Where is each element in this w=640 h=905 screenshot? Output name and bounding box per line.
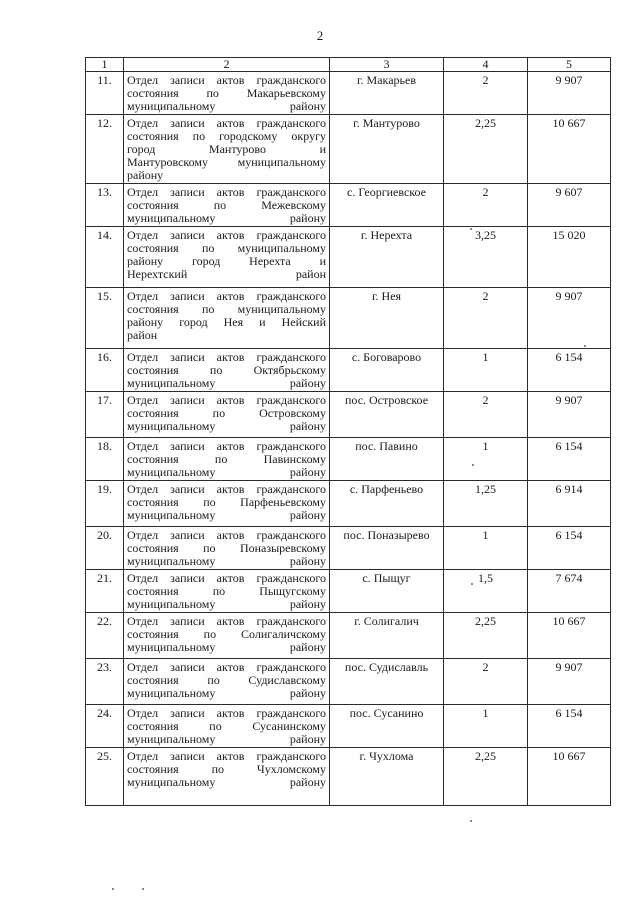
office-name-line: состояния по городскому округу	[127, 129, 326, 143]
office-name-line: муниципальному району	[127, 775, 326, 789]
office-name-line: Отдел записи актов гражданского	[127, 228, 326, 242]
office-location: с. Боговарово	[330, 349, 444, 392]
office-name-line: Отдел записи актов гражданского	[127, 393, 326, 407]
staff-units: 1	[444, 527, 528, 570]
table-row	[86, 527, 611, 570]
row-number: 17.	[86, 392, 124, 438]
table-row	[86, 115, 611, 184]
office-location: г. Нея	[330, 288, 444, 349]
office-name-line: Мантуровскому муниципальному	[127, 155, 326, 169]
office-name-line: состояния по Сусанинскому	[127, 719, 326, 733]
table-row	[86, 748, 611, 806]
office-location: пос. Поназырево	[330, 527, 444, 570]
amount-value: 9 907	[528, 392, 611, 438]
office-name-line: состояния по муниципальному	[127, 241, 326, 255]
header-cell-5: 5	[528, 58, 611, 72]
scan-speck	[472, 464, 474, 466]
office-name	[124, 570, 330, 613]
staff-units: 2	[444, 392, 528, 438]
table-row	[86, 613, 611, 659]
table-row	[86, 481, 611, 527]
row-number: 18.	[86, 438, 124, 481]
office-name-line: Отдел записи актов гражданского	[127, 482, 326, 496]
row-number: 12.	[86, 115, 124, 184]
office-name	[124, 115, 330, 184]
office-name-line: Отдел записи актов гражданского	[127, 116, 326, 130]
office-location: г. Чухлома	[330, 748, 444, 806]
office-name-line: район	[127, 328, 158, 342]
office-name	[124, 392, 330, 438]
header-cell-2: 2	[124, 58, 330, 72]
row-number: 24.	[86, 705, 124, 748]
office-location: г. Солигалич	[330, 613, 444, 659]
office-name-line: состояния по Парфеньевскому	[127, 495, 326, 509]
office-name-line: району	[127, 168, 164, 182]
row-number: 20.	[86, 527, 124, 570]
office-name-line: муниципальному району	[127, 419, 326, 433]
office-name-line: состояния по Поназыревскому	[127, 541, 326, 555]
amount-value: 6 154	[528, 527, 611, 570]
header-cell-4: 4	[444, 58, 528, 72]
office-location: г. Макарьев	[330, 72, 444, 115]
staff-units: 2	[444, 72, 528, 115]
office-name	[124, 705, 330, 748]
office-name	[124, 481, 330, 527]
amount-value: 9 607	[528, 184, 611, 227]
table-row	[86, 349, 611, 392]
office-name-line: город Мантурово и	[127, 142, 326, 156]
staff-units: 1,25	[444, 481, 528, 527]
row-number: 22.	[86, 613, 124, 659]
office-name	[124, 349, 330, 392]
scan-speck	[584, 345, 586, 347]
office-name-line: муниципальному району	[127, 686, 326, 700]
amount-value: 6 154	[528, 349, 611, 392]
amount-value: 9 907	[528, 72, 611, 115]
scan-speck	[112, 888, 114, 890]
office-name-line: Отдел записи актов гражданского	[127, 185, 326, 199]
staff-units: 1	[444, 349, 528, 392]
table-row	[86, 705, 611, 748]
office-name-line: состояния по Межевскому	[127, 198, 326, 212]
office-location: г. Нерехта	[330, 227, 444, 288]
table-row	[86, 438, 611, 481]
staff-units: 1,5	[444, 570, 528, 613]
office-name-line: состояния по Судиславскому	[127, 673, 326, 687]
table-header-row	[86, 58, 611, 72]
amount-value: 9 907	[528, 659, 611, 705]
row-number: 21.	[86, 570, 124, 613]
table-row	[86, 659, 611, 705]
table-row	[86, 392, 611, 438]
amount-value: 10 667	[528, 748, 611, 806]
office-location: г. Мантурово	[330, 115, 444, 184]
table-row	[86, 184, 611, 227]
table-row	[86, 72, 611, 115]
staff-units: 2,25	[444, 748, 528, 806]
office-name	[124, 184, 330, 227]
office-name	[124, 288, 330, 349]
office-name-line: муниципальному району	[127, 732, 326, 746]
office-name-line: Отдел записи актов гражданского	[127, 73, 326, 87]
office-name	[124, 748, 330, 806]
scan-speck	[470, 820, 472, 822]
office-name-line: Отдел записи актов гражданского	[127, 289, 326, 303]
office-name-line: району город Нея и Нейский	[127, 315, 326, 329]
table-row	[86, 227, 611, 288]
row-number: 14.	[86, 227, 124, 288]
table-row	[86, 288, 611, 349]
office-name-line: Отдел записи актов гражданского	[127, 706, 326, 720]
row-number: 16.	[86, 349, 124, 392]
staff-units: 1	[444, 438, 528, 481]
office-name	[124, 72, 330, 115]
office-name-line: Отдел записи актов гражданского	[127, 439, 326, 453]
amount-value: 6 154	[528, 438, 611, 481]
header-cell-3: 3	[330, 58, 444, 72]
amount-value: 10 667	[528, 613, 611, 659]
office-name-line: состояния по Островскому	[127, 406, 326, 420]
office-name-line: муниципальному району	[127, 597, 326, 611]
row-number: 25.	[86, 748, 124, 806]
office-name-line: муниципальному району	[127, 465, 326, 479]
office-location: пос. Павино	[330, 438, 444, 481]
office-name-line: Отдел записи актов гражданского	[127, 571, 326, 585]
office-name-line: состояния по Павинскому	[127, 452, 326, 466]
office-name-line: состояния по Солигаличскому	[127, 627, 326, 641]
scan-speck	[470, 228, 472, 230]
office-name-line: муниципальному району	[127, 554, 326, 568]
row-number: 23.	[86, 659, 124, 705]
office-name	[124, 227, 330, 288]
registry-offices-table	[85, 57, 611, 806]
office-location: пос. Островское	[330, 392, 444, 438]
scan-speck	[142, 888, 144, 890]
row-number: 19.	[86, 481, 124, 527]
amount-value: 10 667	[528, 115, 611, 184]
office-name-line: Отдел записи актов гражданского	[127, 528, 326, 542]
office-location: пос. Сусанино	[330, 705, 444, 748]
amount-value: 6 154	[528, 705, 611, 748]
office-name-line: муниципальному району	[127, 508, 326, 522]
office-name-line: муниципальному району	[127, 99, 326, 113]
office-location: пос. Судиславль	[330, 659, 444, 705]
office-name-line: Нерехтский район	[127, 267, 326, 281]
office-name-line: состояния по Чухломскому	[127, 762, 326, 776]
staff-units: 2,25	[444, 613, 528, 659]
amount-value: 6 914	[528, 481, 611, 527]
office-name-line: состояния по Пыщугскому	[127, 584, 326, 598]
row-number: 15.	[86, 288, 124, 349]
staff-units: 2	[444, 659, 528, 705]
office-name	[124, 438, 330, 481]
staff-units: 2	[444, 184, 528, 227]
office-name	[124, 613, 330, 659]
office-name-line: муниципальному району	[127, 376, 326, 390]
header-cell-1: 1	[86, 58, 124, 72]
office-name-line: состояния по Макарьевскому	[127, 86, 326, 100]
office-name	[124, 527, 330, 570]
scan-speck	[471, 583, 473, 585]
office-location: с. Парфеньево	[330, 481, 444, 527]
page-number: 2	[316, 28, 324, 43]
staff-units: 1	[444, 705, 528, 748]
office-location: с. Георгиевское	[330, 184, 444, 227]
staff-units: 2,25	[444, 115, 528, 184]
staff-units: 2	[444, 288, 528, 349]
amount-value: 15 020	[528, 227, 611, 288]
office-name-line: состояния по муниципальному	[127, 302, 326, 316]
office-name-line: Отдел записи актов гражданского	[127, 749, 326, 763]
office-location: с. Пыщуг	[330, 570, 444, 613]
office-name	[124, 659, 330, 705]
staff-units: 3,25	[444, 227, 528, 288]
office-name-line: Отдел записи актов гражданского	[127, 614, 326, 628]
amount-value: 9 907	[528, 288, 611, 349]
table-row	[86, 570, 611, 613]
office-name-line: состояния по Октябрьскому	[127, 363, 326, 377]
office-name-line: Отдел записи актов гражданского	[127, 660, 326, 674]
office-name-line: району город Нерехта и	[127, 254, 326, 268]
row-number: 11.	[86, 72, 124, 115]
amount-value: 7 674	[528, 570, 611, 613]
office-name-line: муниципальному району	[127, 211, 326, 225]
row-number: 13.	[86, 184, 124, 227]
office-name-line: Отдел записи актов гражданского	[127, 350, 326, 364]
office-name-line: муниципальному району	[127, 640, 326, 654]
